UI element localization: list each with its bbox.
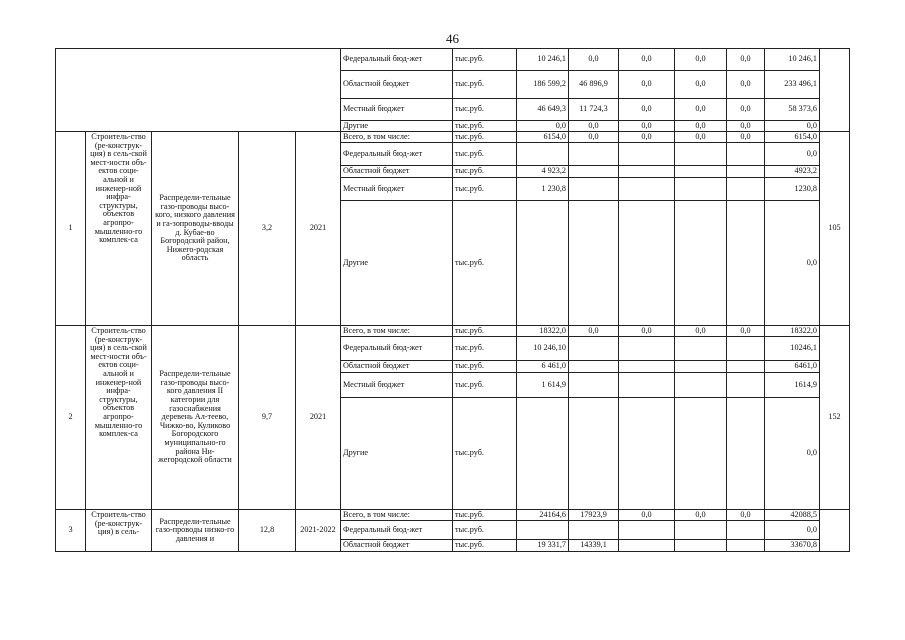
- value-cell: [569, 178, 619, 201]
- last-column-value: 152: [820, 326, 850, 510]
- value-cell: 0,0: [569, 49, 619, 71]
- value-cell: [619, 398, 675, 510]
- value-cell: [727, 178, 765, 201]
- unit-cell: тыс.руб.: [453, 121, 517, 132]
- value-cell: [569, 337, 619, 361]
- total-cell: 58 373,6: [765, 99, 820, 121]
- total-cell: 0,0: [765, 398, 820, 510]
- value-cell: 14339,1: [569, 540, 619, 552]
- value-cell: 0,0: [675, 510, 727, 521]
- source-label: Местный бюджет: [341, 178, 453, 201]
- value-cell: 0,0: [619, 121, 675, 132]
- unit-cell: тыс.руб.: [453, 143, 517, 166]
- value-cell: 0,0: [619, 510, 675, 521]
- unit-cell: тыс.руб.: [453, 326, 517, 337]
- value-cell: 0,0: [675, 326, 727, 337]
- value-cell: 1 230,8: [517, 178, 569, 201]
- value-cell: 10 246,10: [517, 337, 569, 361]
- value-cell: 46 649,3: [517, 99, 569, 121]
- total-cell: 0,0: [765, 521, 820, 540]
- value-cell: [675, 178, 727, 201]
- blank-cell: [820, 49, 850, 132]
- value-cell: [675, 521, 727, 540]
- total-cell: 0,0: [765, 143, 820, 166]
- unit-cell: тыс.руб.: [453, 337, 517, 361]
- value-cell: 0,0: [619, 132, 675, 143]
- value-cell: 6 461,0: [517, 361, 569, 373]
- last-column-value: [820, 510, 850, 552]
- last-column-value: 105: [820, 132, 850, 326]
- unit-cell: тыс.руб.: [453, 398, 517, 510]
- unit-cell: тыс.руб.: [453, 510, 517, 521]
- value-cell: [517, 521, 569, 540]
- budget-table: [55, 48, 850, 552]
- value-cell: 186 599,2: [517, 71, 569, 99]
- value-cell: 6154,0: [517, 132, 569, 143]
- value-cell: [569, 521, 619, 540]
- value-cell: [569, 201, 619, 326]
- table-row: [56, 326, 850, 337]
- value-cell: [727, 373, 765, 398]
- value-cell: [569, 373, 619, 398]
- value-cell: [619, 201, 675, 326]
- value-cell: [727, 361, 765, 373]
- value-cell: 0,0: [569, 121, 619, 132]
- unit-cell: тыс.руб.: [453, 361, 517, 373]
- blank-cell: [56, 49, 341, 132]
- unit-cell: тыс.руб.: [453, 71, 517, 99]
- value-cell: [675, 361, 727, 373]
- value-cell: 17923,9: [569, 510, 619, 521]
- work-type: Строитель-ство (ре-конструк-ция) в сель-: [86, 510, 152, 552]
- value-cell: 0,0: [569, 326, 619, 337]
- value-cell: 4 923,2: [517, 166, 569, 178]
- source-label: Областной бюджет: [341, 166, 453, 178]
- total-cell: 10246,1: [765, 337, 820, 361]
- unit-cell: тыс.руб.: [453, 201, 517, 326]
- value-cell: 0,0: [675, 99, 727, 121]
- value-cell: 0,0: [727, 121, 765, 132]
- total-cell: 0,0: [765, 201, 820, 326]
- source-label: Всего, в том числе:: [341, 132, 453, 143]
- source-label: Всего, в том числе:: [341, 326, 453, 337]
- value-cell: [569, 361, 619, 373]
- value-cell: [727, 521, 765, 540]
- object-name: Распредели-тельные газо-проводы высо-кого, низкого давления и га-зопроводы-вводы д. Кубае-во Богородский район, Нижего-родская область: [152, 132, 239, 326]
- table-row: [56, 49, 850, 71]
- value-cell: [675, 201, 727, 326]
- value-cell: [727, 398, 765, 510]
- unit-cell: тыс.руб.: [453, 132, 517, 143]
- value-cell: 0,0: [727, 510, 765, 521]
- value-cell: [517, 143, 569, 166]
- value-cell: [727, 337, 765, 361]
- total-cell: 33670,8: [765, 540, 820, 552]
- value-cell: 0,0: [619, 99, 675, 121]
- source-label: Областной бюджет: [341, 540, 453, 552]
- total-cell: 42088,5: [765, 510, 820, 521]
- value-cell: 10 246,1: [517, 49, 569, 71]
- value-cell: 0,0: [675, 121, 727, 132]
- source-label: Другие: [341, 121, 453, 132]
- source-label: Другие: [341, 201, 453, 326]
- source-label: Федеральный бюд-жет: [341, 337, 453, 361]
- total-cell: 0,0: [765, 121, 820, 132]
- value-cell: 0,0: [517, 121, 569, 132]
- value-cell: 0,0: [727, 99, 765, 121]
- value-cell: [619, 166, 675, 178]
- value-cell: 0,0: [619, 49, 675, 71]
- value-cell: 0,0: [675, 49, 727, 71]
- value-cell: 18322,0: [517, 326, 569, 337]
- value-cell: [619, 178, 675, 201]
- project-number: 1: [56, 132, 86, 326]
- value-cell: [569, 398, 619, 510]
- value-cell: 0,0: [675, 71, 727, 99]
- object-name: Распредели-тельные газо-проводы высо-кого давления II категории для газоснабжения деревень Ал-теево, Чижко-во, Куликово Богородского муниципально-го района Ни-жегородской области: [152, 326, 239, 510]
- value-cell: [675, 337, 727, 361]
- total-cell: 1230,8: [765, 178, 820, 201]
- value-cell: [675, 166, 727, 178]
- total-cell: 6461,0: [765, 361, 820, 373]
- total-cell: 18322,0: [765, 326, 820, 337]
- value-cell: [675, 373, 727, 398]
- value-cell: 0,0: [727, 71, 765, 99]
- source-label: Другие: [341, 398, 453, 510]
- value-cell: 19 331,7: [517, 540, 569, 552]
- year-cell: 2021: [296, 132, 341, 326]
- source-label: Всего, в том числе:: [341, 510, 453, 521]
- value-cell: [569, 143, 619, 166]
- unit-cell: тыс.руб.: [453, 373, 517, 398]
- unit-cell: тыс.руб.: [453, 521, 517, 540]
- source-label: Местный бюджет: [341, 99, 453, 121]
- unit-cell: тыс.руб.: [453, 49, 517, 71]
- work-type: Строитель-ство (ре-конструк-ция) в сель-ской мест-ности объ-ектов соци-альной и инженер-ной инфра-структуры, объектов агропро-мышленно-го комплек-са: [86, 326, 152, 510]
- source-label: Федеральный бюд-жет: [341, 521, 453, 540]
- total-cell: 4923,2: [765, 166, 820, 178]
- source-label: Федеральный бюд-жет: [341, 143, 453, 166]
- value-cell: [727, 143, 765, 166]
- value-cell: [619, 540, 675, 552]
- value-cell: [619, 143, 675, 166]
- unit-cell: тыс.руб.: [453, 99, 517, 121]
- source-label: Местный бюджет: [341, 373, 453, 398]
- project-number: 2: [56, 326, 86, 510]
- total-cell: 1614,9: [765, 373, 820, 398]
- value-cell: [569, 166, 619, 178]
- value-cell: [619, 337, 675, 361]
- value-cell: 1 614,9: [517, 373, 569, 398]
- value-cell: 0,0: [619, 326, 675, 337]
- value-cell: [675, 540, 727, 552]
- value-cell: [619, 373, 675, 398]
- project-number: 3: [56, 510, 86, 552]
- value-cell: [517, 201, 569, 326]
- unit-cell: тыс.руб.: [453, 540, 517, 552]
- length-km: 9,7: [239, 326, 296, 510]
- source-label: Областной бюджет: [341, 71, 453, 99]
- year-cell: 2021: [296, 326, 341, 510]
- total-cell: 233 496,1: [765, 71, 820, 99]
- value-cell: [517, 398, 569, 510]
- value-cell: 0,0: [727, 49, 765, 71]
- value-cell: 0,0: [675, 132, 727, 143]
- length-km: 12,8: [239, 510, 296, 552]
- value-cell: 0,0: [619, 71, 675, 99]
- object-name: Распредели-тельные газо-проводы низко-го давления и: [152, 510, 239, 552]
- value-cell: [675, 398, 727, 510]
- value-cell: [619, 361, 675, 373]
- unit-cell: тыс.руб.: [453, 178, 517, 201]
- page-number: 46: [446, 31, 459, 46]
- value-cell: [619, 521, 675, 540]
- value-cell: [727, 540, 765, 552]
- table-row: [56, 510, 850, 521]
- value-cell: 24164,6: [517, 510, 569, 521]
- value-cell: [727, 166, 765, 178]
- value-cell: 46 896,9: [569, 71, 619, 99]
- value-cell: [675, 143, 727, 166]
- value-cell: 0,0: [727, 132, 765, 143]
- value-cell: 0,0: [727, 326, 765, 337]
- total-cell: 6154,0: [765, 132, 820, 143]
- length-km: 3,2: [239, 132, 296, 326]
- value-cell: [727, 201, 765, 326]
- total-cell: 10 246,1: [765, 49, 820, 71]
- value-cell: 0,0: [569, 132, 619, 143]
- unit-cell: тыс.руб.: [453, 166, 517, 178]
- year-cell: 2021-2022: [296, 510, 341, 552]
- value-cell: 11 724,3: [569, 99, 619, 121]
- source-label: Областной бюджет: [341, 361, 453, 373]
- source-label: Федеральный бюд-жет: [341, 49, 453, 71]
- table-row: [56, 132, 850, 143]
- work-type: Строитель-ство (ре-конструк-ция) в сель-ской мест-ности объ-ектов соци-альной и инженер-ной инфра-структуры, объектов агропро-мышленно-го комплек-са: [86, 132, 152, 326]
